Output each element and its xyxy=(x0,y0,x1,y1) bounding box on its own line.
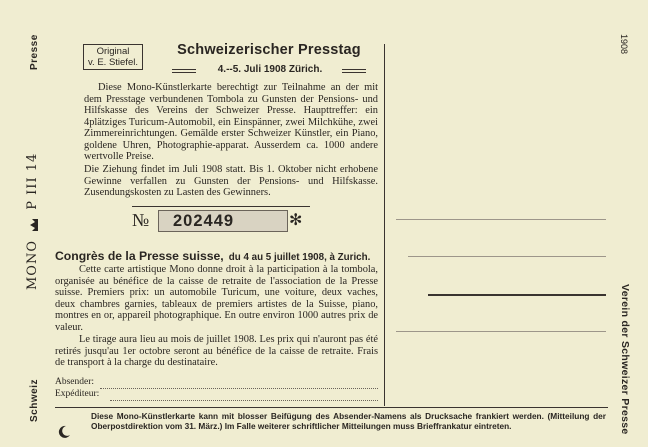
crescent-icon xyxy=(57,424,71,438)
absender-label: Absender: xyxy=(55,377,95,387)
german-dateline: 4.--5. Juli 1908 Zürich. xyxy=(217,64,323,75)
address-line-2[interactable] xyxy=(408,256,606,257)
rule-left xyxy=(172,69,196,70)
address-line-1[interactable] xyxy=(396,219,606,220)
margin-label-presse: Presse xyxy=(29,34,40,70)
ticket-rule-top xyxy=(132,206,310,207)
expediteur-label: Expéditeur: xyxy=(55,389,100,399)
mono-logo-icon xyxy=(28,218,38,232)
series-number: P III 14 xyxy=(25,152,40,210)
stamp-line-1: Original xyxy=(96,46,130,57)
ticket-no-label: № xyxy=(132,210,150,230)
absender-line[interactable] xyxy=(100,388,378,389)
original-stamp xyxy=(83,44,143,70)
footer-rule xyxy=(55,407,608,408)
german-paragraph-2: Die Ziehung findet im Juli 1908 statt. Bis 1. Oktober nicht erhobene Gewinne verfallen zu Gunsten der Pensions- und Hilfskasse. Zusendungskosten zu Lasten des Gewinners. xyxy=(84,164,378,198)
french-paragraph-1: Cette carte artistique Mono donne droit à la participation à la tombola, organisée au bénéfice de la caisse de retraite de l'association de la Presse suisse. Premiers prix: un automobile Turicum, une voiture, deux vaches, deux chambres garnies, tableaux de premiers artistes de la Suisse, piano, montres en or, appareil photographique. En outre environ 1000 autres prix de valeur. xyxy=(55,264,378,333)
french-heading xyxy=(55,245,385,264)
german-paragraph-1: Diese Mono-Künstlerkarte berechtigt zur Teilnahme an der mit dem Presstage verbundenen Tombola zu Gunsten der Pensions- und Hilfskasse des Vereins der Schweizer Presse. Haupttreffer: ein 4plätziges Turicum-Automobil, ein Einspänner, zwei Milchkühe, zwei Zimmereinrichtungen. Gemälde erster Schweizer Künstler, ein Piano, goldene Uhren, Photographie-apparat. Ausserdem ca. 1000 andere wertvolle Preise. xyxy=(84,82,378,162)
french-paragraph-2: Le tirage aura lieu au mois de juillet 1908. Les prix qui n'auront pas été retirés jusqu'au 1er octobre seront au bénéfice de la caisse de retraite. Frais de transport à la charge du destinataire. xyxy=(55,334,378,368)
address-line-4[interactable] xyxy=(396,331,606,332)
rule-right-2 xyxy=(342,72,366,73)
footer-note: Diese Mono-Künstlerkarte kann mit blosser Beifügung des Absender-Namens als Drucksache frankiert werden. (Mitteilung der Oberpostdirektion vom 31. März.) Im Falle weiterer schriftlicher Mitteilungen muss Brieffrankatur eintreten. xyxy=(91,411,606,432)
series-code-text: MONO xyxy=(25,239,40,290)
stamp-line-2: v. E. Stiefel. xyxy=(88,57,138,68)
center-divider xyxy=(384,44,385,406)
margin-year: 1908 xyxy=(619,34,629,55)
ticket-number-box xyxy=(158,210,288,232)
german-title: Schweizerischer Presstag xyxy=(177,42,361,58)
rule-right xyxy=(342,69,366,70)
ticket-number: 202449 xyxy=(173,212,235,230)
expediteur-line[interactable] xyxy=(110,400,378,401)
rule-left-2 xyxy=(172,72,196,73)
margin-label-schweiz: Schweiz xyxy=(29,379,40,422)
margin-publisher: Verein der Schweizer Presse xyxy=(619,284,631,435)
address-line-3[interactable] xyxy=(428,294,606,296)
french-title: Congrès de la Presse suisse, xyxy=(55,249,224,263)
series-code xyxy=(25,153,40,290)
ticket-number-row xyxy=(132,208,312,234)
ticket-star-icon: ✻ xyxy=(289,212,303,229)
german-dateline-row xyxy=(172,64,366,78)
french-dateline: du 4 au 5 juillet 1908, à Zurich. xyxy=(228,252,371,263)
